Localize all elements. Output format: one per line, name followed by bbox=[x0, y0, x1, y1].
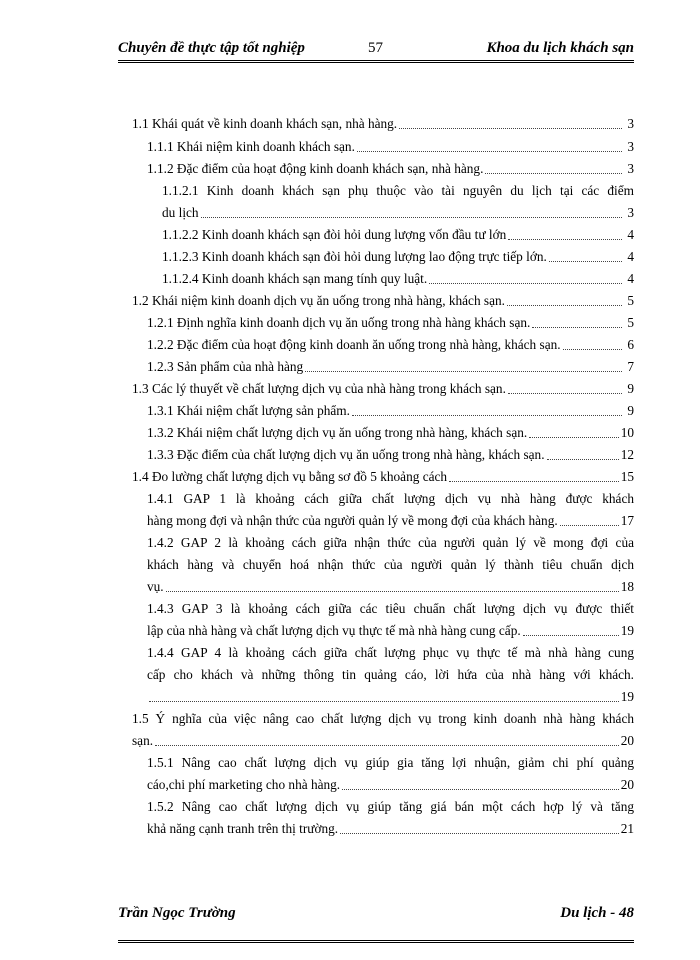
header-title: Chuyên đề thực tập tốt nghiệp bbox=[118, 40, 305, 56]
toc-entry[interactable]: 19 bbox=[147, 687, 634, 707]
header-page-number: 57 bbox=[368, 40, 383, 56]
toc-entry-line[interactable]: 1.5 Ý nghĩa của việc nâng cao chất lượng dịch vụ trong kinh doanh nhà hàng khách bbox=[132, 711, 634, 726]
toc-entry-line[interactable]: 1.5.1 Nâng cao chất lượng dịch vụ giúp gia tăng lợi nhuận, giảm chi phí quảng bbox=[147, 755, 634, 770]
toc-entry[interactable]: vụ. 18 bbox=[147, 579, 634, 594]
header-department: Khoa du lịch khách sạn bbox=[486, 40, 634, 56]
toc-entry-line[interactable]: 1.4.4 GAP 4 là khoảng cách giữa chất lượng phục vụ thực tế mà nhà hàng cung bbox=[147, 645, 634, 660]
toc-entry[interactable]: khả năng cạnh tranh trên thị trường. 21 bbox=[147, 821, 634, 836]
toc-entry-line[interactable]: 1.5.2 Nâng cao chất lượng dịch vụ giúp tăng giá bán một cách hợp lý và tăng bbox=[147, 799, 634, 814]
toc-entry-line[interactable]: khách hàng và chuyển hoá nhận thức của người quản lý thành tiêu chuẩn dịch bbox=[147, 557, 634, 572]
toc-entry[interactable]: 1.2.2 Đặc điểm của hoạt động kinh doanh ăn uống trong nhà hàng, khách sạn. 6 bbox=[147, 337, 634, 352]
toc-entry[interactable]: 1.1.2.2 Kinh doanh khách sạn đòi hỏi dung lượng vốn đầu tư lớn 4 bbox=[162, 227, 634, 242]
footer-class: Du lịch - 48 bbox=[560, 905, 634, 921]
toc-entry[interactable]: 1.1.2 Đặc điểm của hoạt động kinh doanh khách sạn, nhà hàng. 3 bbox=[147, 161, 634, 176]
toc-entry[interactable]: 1.3.1 Khái niệm chất lượng sản phẩm. 9 bbox=[147, 403, 634, 418]
toc-entry[interactable]: hàng mong đợi và nhận thức của người quản lý về mong đợi của khách hàng. 17 bbox=[147, 513, 634, 528]
toc-entry[interactable]: 1.1.2.4 Kinh doanh khách sạn mang tính quy luật. 4 bbox=[162, 271, 634, 286]
page-header bbox=[118, 38, 634, 63]
footer-divider bbox=[118, 940, 634, 943]
toc-entry[interactable]: du lịch 3 bbox=[162, 205, 634, 220]
toc-entry[interactable]: 1.3.2 Khái niệm chất lượng dịch vụ ăn uống trong nhà hàng, khách sạn. 10 bbox=[147, 425, 634, 440]
toc-entry[interactable]: 1.4 Đo lường chất lượng dịch vụ bằng sơ đồ 5 khoảng cách 15 bbox=[132, 469, 634, 484]
footer-author: Trần Ngọc Trường bbox=[118, 905, 236, 921]
toc-entry[interactable]: 1.3.3 Đặc điểm của chất lượng dịch vụ ăn uống trong nhà hàng, khách sạn. 12 bbox=[147, 447, 634, 462]
toc-entry[interactable]: 1.2.3 Sản phẩm của nhà hàng 7 bbox=[147, 359, 634, 374]
toc-entry[interactable]: 1.1.2.3 Kinh doanh khách sạn đòi hỏi dung lượng lao động trực tiếp lớn. 4 bbox=[162, 249, 634, 264]
toc-entry-line[interactable]: 1.4.2 GAP 2 là khoảng cách giữa nhận thức của người quản lý về mong đợi của bbox=[147, 535, 634, 550]
toc-entry[interactable]: 1.1 Khái quát về kinh doanh khách sạn, nhà hàng. 3 bbox=[132, 116, 634, 131]
toc-entry[interactable]: 1.1.1 Khái niệm kinh doanh khách sạn. 3 bbox=[147, 139, 634, 154]
toc-entry[interactable]: 1.2 Khái niệm kinh doanh dịch vụ ăn uống trong nhà hàng, khách sạn. 5 bbox=[132, 293, 634, 308]
toc-entry[interactable]: sạn. 20 bbox=[132, 733, 634, 748]
toc-entry[interactable]: 1.2.1 Định nghĩa kinh doanh dịch vụ ăn uống trong nhà hàng khách sạn. 5 bbox=[147, 315, 634, 330]
toc-entry-line[interactable]: 1.4.1 GAP 1 là khoảng cách giữa chất lượng dịch vụ nhà hàng được khách bbox=[147, 491, 634, 506]
toc-entry[interactable]: 1.3 Các lý thuyết về chất lượng dịch vụ của nhà hàng trong khách sạn. 9 bbox=[132, 381, 634, 396]
toc-entry-line[interactable]: 1.1.2.1 Kinh doanh khách sạn phụ thuộc vào tài nguyên du lịch tại các điểm bbox=[162, 183, 634, 198]
toc-entry[interactable]: cáo,chi phí marketing cho nhà hàng. 20 bbox=[147, 777, 634, 792]
toc-entry-line[interactable]: cấp cho khách và những thông tin quảng cáo, lời hứa của nhà hàng với khách. bbox=[147, 667, 634, 682]
toc-entry[interactable]: lập của nhà hàng và chất lượng dịch vụ thực tế mà nhà hàng cung cấp. 19 bbox=[147, 623, 634, 638]
toc-entry-line[interactable]: 1.4.3 GAP 3 là khoảng cách giữa các tiêu chuẩn chất lượng dịch vụ được thiết bbox=[147, 601, 634, 616]
